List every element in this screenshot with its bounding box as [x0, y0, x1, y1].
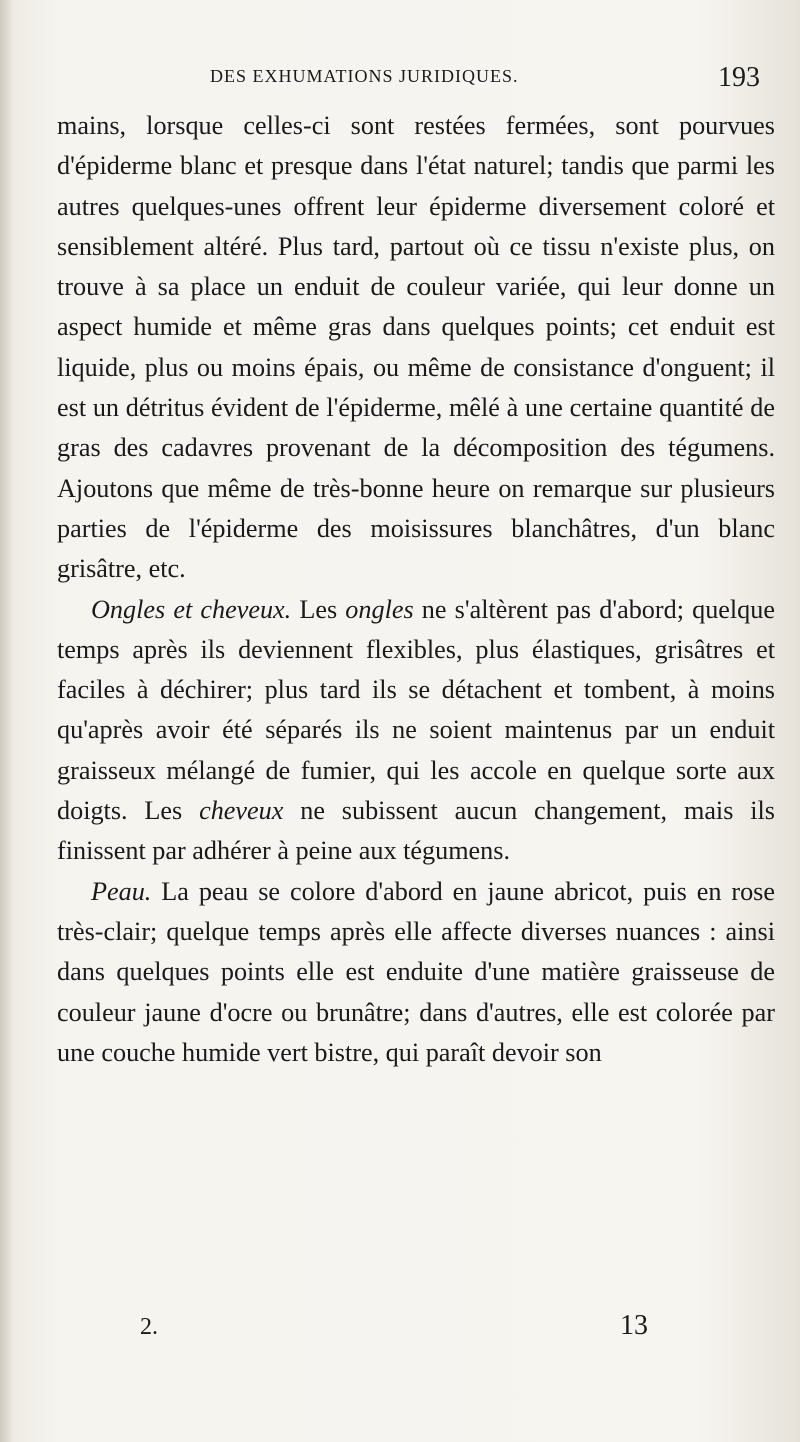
page-gutter-shadow — [0, 0, 14, 1442]
term-ongles: ongles — [345, 594, 414, 624]
paragraph-continued: mains, lorsque celles-ci sont restées fermées, sont pourvues d'épiderme blanc et presque dans l'état naturel; tandis que parmi les autres quelques-unes offrent leur épiderme diversement coloré et sensiblement altéré. Plus tard, partout où ce tissu n'existe plus, on trouve à sa place un enduit de couleur variée, qui leur donne un aspect humide et même gras dans quelques points; cet enduit est liquide, plus ou moins épais, ou même de consistance d'onguent; il est un détritus évident de l'épiderme, mêlé à une certaine quantité de gras des cadavres provenant de la décomposition des tégumens. Ajoutons que même de très-bonne heure on remarque sur plusieurs parties de l'épiderme des moisissures blanchâtres, d'un blanc grisâtre, etc. — [57, 111, 775, 584]
page-footer — [60, 1310, 760, 1344]
body-text — [57, 106, 775, 1073]
text-run: ne subissent aucun changement, mais ils finissent par adhérer à peine aux tégumens. — [57, 796, 775, 866]
page-header — [60, 62, 760, 96]
page-number: 193 — [718, 62, 760, 93]
section-heading-skin: Peau. — [91, 876, 152, 906]
text-run: ne s'altèrent pas d'abord; quelque temps après ils deviennent flexibles, plus élastiques, grisâtres et faciles à déchirer; plus tard ils se détachent et tombent, à moins qu'après avoir été séparés ils ne soient maintenus par un enduit graisseux mélangé de fumier, qui les accole en quelque sorte aux doigts. Les — [57, 594, 775, 826]
term-cheveux: cheveux — [199, 796, 284, 826]
paragraph-nails-hair — [57, 590, 775, 872]
text-run: Les — [291, 594, 346, 624]
signature-mark: 2. — [140, 1314, 158, 1340]
catchword: 13 — [620, 1310, 648, 1341]
running-title: DES EXHUMATIONS JURIDIQUES. — [210, 66, 519, 86]
section-heading-nails-hair: Ongles et cheveux. — [91, 594, 292, 624]
paragraph-skin — [57, 872, 775, 1073]
text-run: La peau se colore d'abord en jaune abricot, puis en rose très-clair; quelque temps après elle affecte diverses nuances : ainsi dans quelques points elle est enduite d'une matière graisseuse de couleur jaune d'ocre ou brunâtre; dans d'autres, elle est colorée par une couche humide vert bistre, qui paraît devoir son — [57, 876, 775, 1067]
